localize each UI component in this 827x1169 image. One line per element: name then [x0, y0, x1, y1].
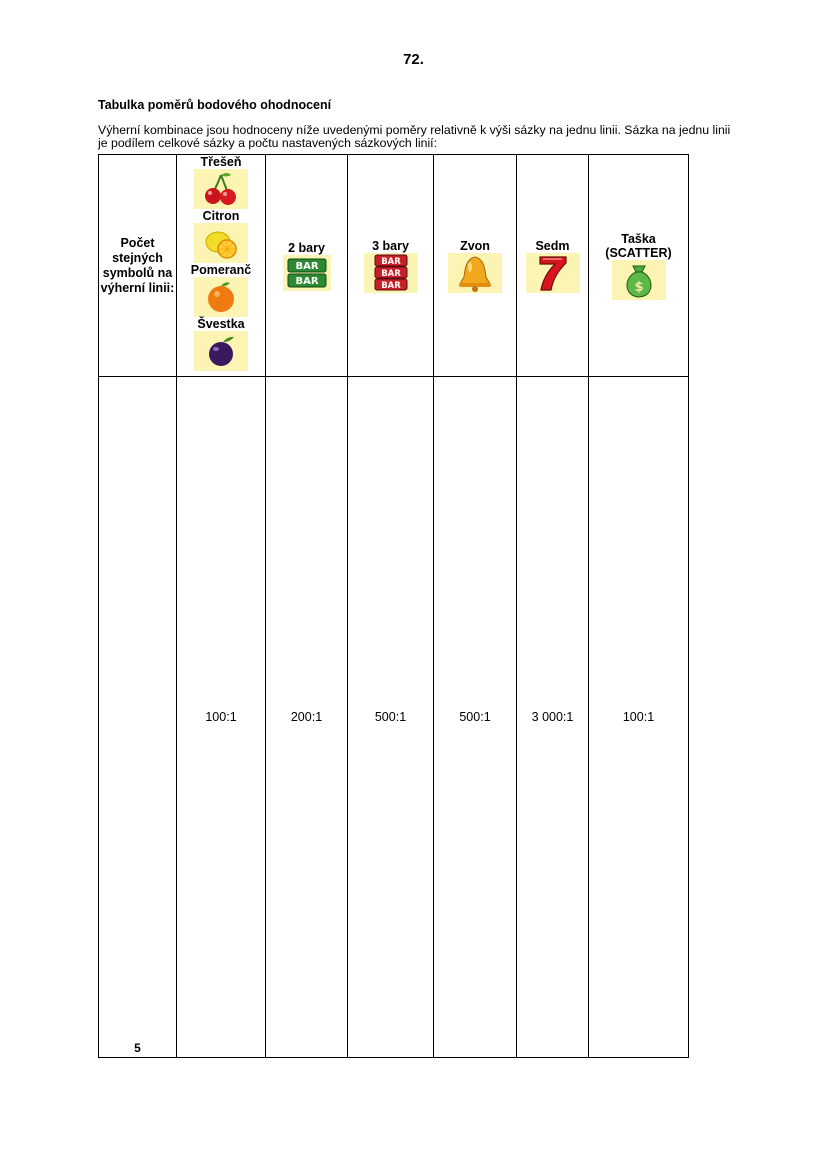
bell-icon — [448, 253, 502, 293]
symbol-name-3-bars: 3 bary — [372, 238, 409, 253]
symbol-name-lemon: Citron — [202, 209, 240, 223]
column-header-2-bars — [266, 155, 348, 377]
svg-text:$: $ — [633, 279, 644, 295]
plum-icon — [194, 331, 248, 371]
svg-text:BAR: BAR — [294, 260, 319, 272]
two-bars-icon — [283, 255, 331, 291]
svg-text:BAR: BAR — [380, 256, 401, 267]
money-bag-icon — [612, 260, 666, 300]
count-header-cell — [99, 155, 177, 377]
payout-seven: 3 000:1 — [517, 377, 589, 1058]
symbol-name-plum: Švestka — [197, 317, 245, 331]
header-row — [99, 155, 689, 377]
fruit-symbols-cell — [177, 155, 266, 377]
column-header-seven — [517, 155, 589, 377]
svg-text:BAR: BAR — [380, 268, 401, 279]
payout-table — [98, 154, 689, 1058]
symbol-name-bell: Zvon — [460, 238, 490, 253]
orange-icon — [194, 277, 248, 317]
cherry-icon — [194, 169, 248, 209]
intro-text: Výherní kombinace jsou hodnoceny níže uvedenými poměry relativně k výši sázky na jednu linii. Sázka na jednu linii je podílem celkové sázky a počtu nastavených sázkových linií: — [98, 123, 731, 150]
payout-scatter: 100:1 — [589, 377, 689, 1058]
symbol-name-orange: Pomeranč — [190, 263, 252, 277]
payout-2-bars: 200:1 — [266, 377, 348, 1058]
payout-bell: 500:1 — [434, 377, 517, 1058]
three-bars-icon — [364, 253, 418, 293]
section-title: Tabulka poměrů bodového ohodnocení — [98, 98, 332, 112]
symbol-name-cherry: Třešeň — [200, 155, 242, 169]
svg-text:BAR: BAR — [380, 280, 401, 291]
symbol-name-seven: Sedm — [535, 238, 570, 253]
symbol-count: 5 — [134, 1041, 141, 1055]
column-header-bell — [434, 155, 517, 377]
payout-fruits: 100:1 — [177, 377, 266, 1058]
lemon-icon — [194, 223, 248, 263]
count-header: Počet stejných symbolů na výherní linii: — [100, 235, 175, 295]
seven-icon — [526, 253, 580, 293]
payout-3-bars: 500:1 — [348, 377, 434, 1058]
page-number: 72. — [403, 51, 424, 68]
column-header-scatter — [589, 155, 689, 377]
count-cell — [99, 377, 177, 1058]
symbol-name-2-bars: 2 bary — [288, 240, 325, 255]
symbol-name-scatter: Taška (SCATTER) — [605, 231, 672, 260]
svg-text:BAR: BAR — [294, 275, 319, 287]
column-header-3-bars — [348, 155, 434, 377]
table-row — [99, 377, 689, 1058]
